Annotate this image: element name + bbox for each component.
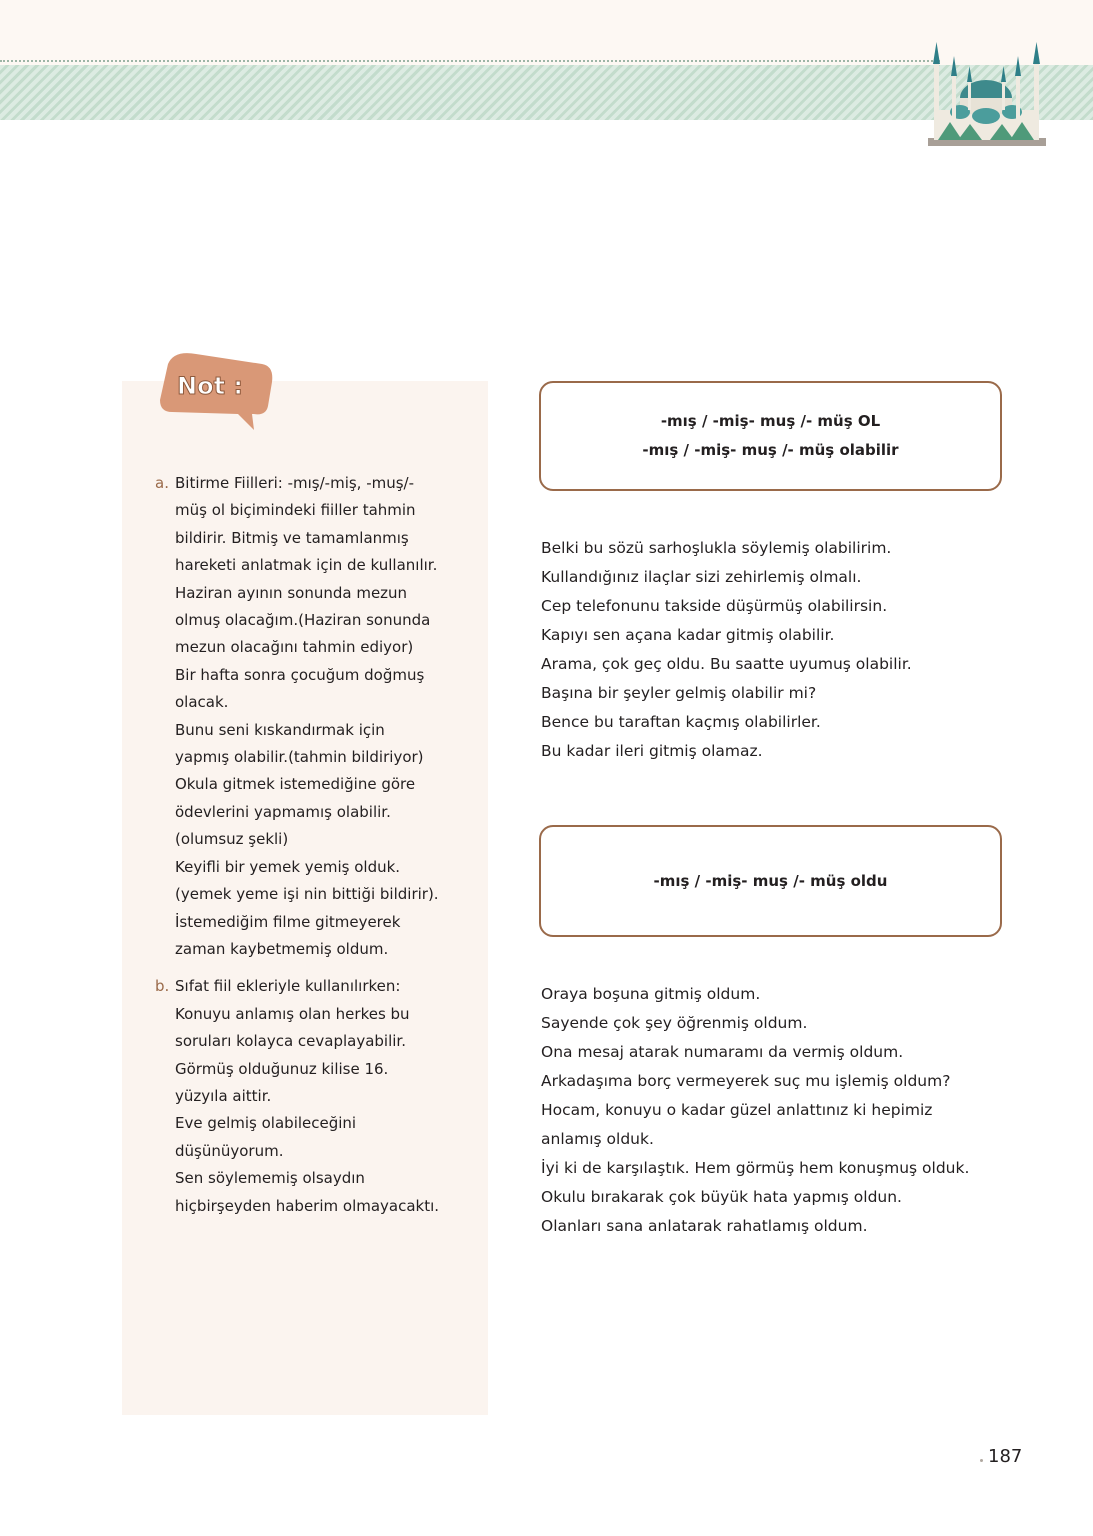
note-line: düşünüyorum.	[175, 1141, 284, 1160]
note-line: soruları kolayca cevaplayabilir.	[175, 1032, 406, 1051]
note-line: ödevlerini yapmamış olabilir.	[175, 802, 391, 821]
example-sentence: Okulu bırakarak çok büyük hata yapmış oldun.	[541, 1188, 902, 1206]
note-line: yapmış olabilir.(tahmin bildiriyor)	[175, 748, 424, 767]
note-line: Sıfat fiil ekleriyle kullanılırken:	[175, 977, 401, 996]
note-item	[155, 973, 475, 1220]
note-line: Bitirme Fiilleri: -mış/-miş, -muş/-	[175, 474, 415, 492]
rule-box-olabilir	[539, 381, 1002, 491]
example-sentence: Arkadaşıma borç vermeyerek suç mu işlemiş oldum?	[541, 1072, 951, 1090]
example-sentence: İyi ki de karşılaştık. Hem görmüş hem konuşmuş olduk.	[541, 1159, 970, 1177]
example-sentence: Ona mesaj atarak numaramı da vermiş oldum.	[541, 1043, 904, 1061]
note-line: (olumsuz şekli)	[175, 830, 289, 849]
note-line: hiçbirşeyden haberim olmayacaktı.	[175, 1196, 440, 1215]
note-line: Keyifli bir yemek yemiş olduk.	[175, 857, 401, 876]
rule-box-line: -mış / -miş- muş /- müş oldu	[653, 871, 888, 890]
note-line: Eve gelmiş olabileceğini	[175, 1114, 357, 1133]
note-line: Sen söylememiş olsaydın	[175, 1169, 365, 1188]
note-line: hareketi anlatmak için de kullanılır.	[175, 556, 438, 575]
note-line: İstemediğim filme gitmeyerek	[175, 912, 401, 931]
note-line: Haziran ayının sonunda mezun	[175, 583, 408, 602]
example-list-oldu	[541, 980, 1011, 1241]
note-line: zaman kaybetmemiş oldum.	[175, 939, 389, 958]
note-item-marker: a.	[155, 474, 169, 492]
example-sentence: Oraya boşuna gitmiş oldum.	[541, 985, 761, 1003]
example-list-olabilir	[541, 534, 1011, 766]
note-line: Görmüş olduğunuz kilise 16.	[175, 1059, 389, 1078]
note-item-marker: b.	[155, 977, 170, 996]
note-line: Okula gitmek istemediğine göre	[175, 775, 416, 794]
note-line: bildirir. Bitmiş ve tamamlanmış	[175, 528, 409, 547]
example-sentence: anlamış olduk.	[541, 1130, 654, 1148]
rule-box-oldu	[539, 825, 1002, 937]
example-sentence: Kapıyı sen açana kadar gitmiş olabilir.	[541, 626, 835, 644]
example-sentence: Bu kadar ileri gitmiş olamaz.	[541, 742, 763, 760]
note-badge-label: Not :	[177, 372, 243, 400]
note-line: mezun olacağını tahmin ediyor)	[175, 638, 414, 657]
note-list	[155, 470, 475, 1230]
note-line: yüzyıla aittir.	[175, 1086, 272, 1105]
note-line: Konuyu anlamış olan herkes bu	[175, 1004, 410, 1023]
note-line: olacak.	[175, 693, 229, 712]
rule-box-line: -mış / -miş- muş /- müş olabilir	[642, 441, 899, 459]
note-line: (yemek yeme işi nin bittiği bildirir).	[175, 885, 439, 904]
note-item	[155, 470, 475, 963]
example-sentence: Kullandığınız ilaçlar sizi zehirlemiş olmalı.	[541, 568, 862, 586]
example-sentence: Hocam, konuyu o kadar güzel anlattınız ki hepimiz	[541, 1101, 933, 1119]
example-sentence: Bence bu taraftan kaçmış olabilirler.	[541, 713, 821, 731]
note-line: olmuş olacağım.(Haziran sonunda	[175, 611, 431, 630]
note-line: Bunu seni kıskandırmak için	[175, 720, 385, 739]
example-sentence: Olanları sana anlatarak rahatlamış oldum.	[541, 1217, 868, 1235]
example-sentence: Cep telefonunu takside düşürmüş olabilirsin.	[541, 597, 888, 615]
note-line: Bir hafta sonra çocuğum doğmuş	[175, 665, 425, 684]
page-number: 187	[988, 1446, 1023, 1467]
rule-box-line: -mış / -miş- muş /- müş OL	[660, 412, 881, 430]
page-number-dot	[980, 1459, 983, 1462]
example-sentence: Belki bu sözü sarhoşlukla söylemiş olabilirim.	[541, 539, 892, 557]
note-badge	[156, 350, 276, 436]
example-sentence: Başına bir şeyler gelmiş olabilir mi?	[541, 684, 817, 702]
mosque-illustration-icon	[918, 40, 1053, 148]
header-dotted-line	[0, 60, 940, 62]
note-line: müş ol biçimindeki fiiller tahmin	[175, 501, 416, 520]
example-sentence: Sayende çok şey öğrenmiş oldum.	[541, 1014, 808, 1032]
example-sentence: Arama, çok geç oldu. Bu saatte uyumuş olabilir.	[541, 655, 912, 673]
